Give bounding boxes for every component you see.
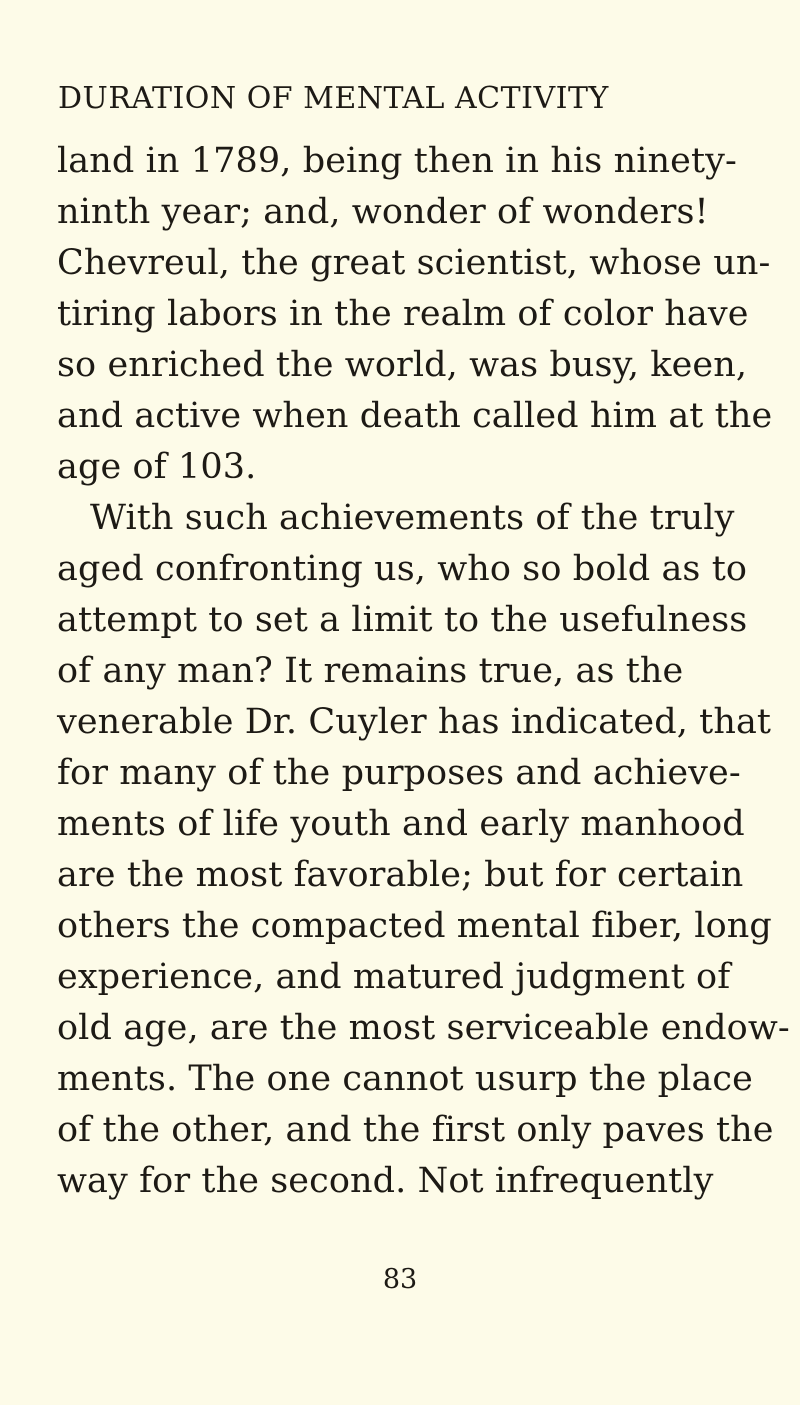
text-line: of any man? It remains true, as the [57,651,684,691]
text-line: are the most favorable; but for certain [57,855,744,895]
text-line: aged confronting us, who so bold as to [57,549,748,589]
text-line: attempt to set a limit to the usefulness [57,600,748,640]
text-line: for many of the purposes and achieve- [57,753,741,793]
text-line: venerable Dr. Cuyler has indicated, that [57,702,772,742]
running-head: DURATION OF MENTAL ACTIVITY [58,81,609,116]
text-line: Chevreul, the great scientist, whose un- [57,243,771,283]
text-line: and active when death called him at the [57,396,773,436]
text-line: experience, and matured judgment of [57,957,731,997]
text-line: of the other, and the first only paves the [57,1110,774,1150]
text-line: ninth year; and, wonder of wonders! [57,192,709,232]
text-line: land in 1789, being then in his ninety- [57,141,737,181]
page-number: 83 [382,1264,418,1295]
text-line: age of 103. [57,447,257,487]
text-line: so enriched the world, was busy, keen, [57,345,748,385]
text-line: tiring labors in the realm of color have [57,294,749,334]
text-line: ments of life youth and early manhood [57,804,745,844]
text-line: old age, are the most serviceable endow- [57,1008,790,1048]
text-line: ments. The one cannot usurp the place [57,1059,753,1099]
text-line: way for the second. Not infrequently [57,1161,714,1201]
text-line: others the compacted mental fiber, long [57,906,772,946]
body-text [57,136,790,1207]
paragraph-start-line: With such achievements of the truly [90,498,735,538]
